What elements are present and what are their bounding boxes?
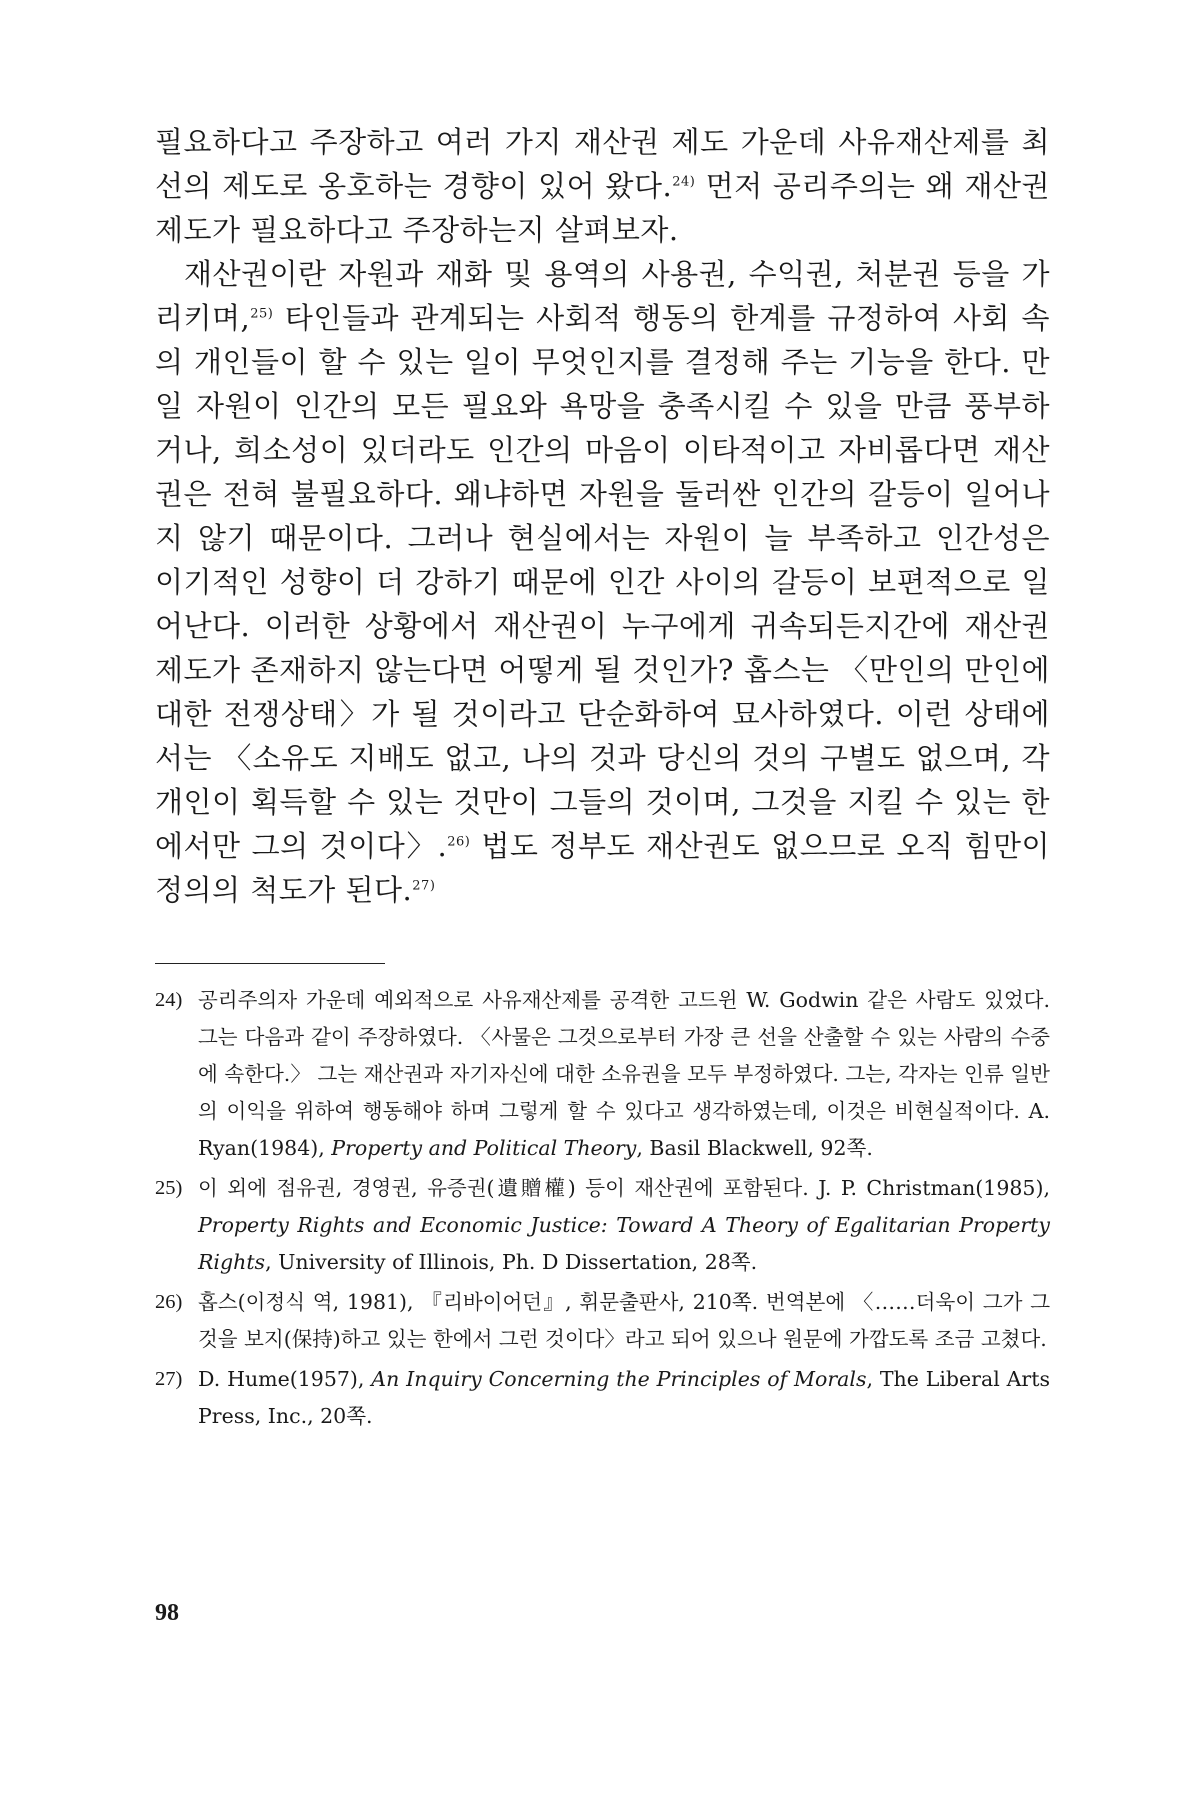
italic-title: An Inquiry Concerning the Principles of Morals <box>371 1367 867 1391</box>
footnote-reference: 25) <box>250 306 274 322</box>
footnote-text <box>198 1361 1050 1435</box>
italic-title: Property and Political Theory <box>331 1136 637 1160</box>
footnote-reference: 26) <box>447 834 471 850</box>
footnote-reference: 27) <box>412 878 436 894</box>
footnote-divider <box>155 963 385 964</box>
footnote-reference: 24) <box>672 174 696 190</box>
text-run: 필요하다고 주장하고 여러 가지 재산권 제도 가운데 사유재산제를 최선의 제도로 옹호하는 경향이 있어 왔다. <box>155 125 1050 203</box>
footnote-text <box>198 982 1050 1167</box>
text-run: , University of Illinois, Ph. D Dissertation, 28쪽. <box>265 1250 758 1274</box>
text-run: 법도 정부도 재산권도 없으므로 오직 힘만이 정의의 척도가 된다. <box>155 829 1050 907</box>
text-run: D. Hume(1957), <box>198 1367 372 1391</box>
footnote-text <box>198 1284 1050 1358</box>
text-run: , The Liberal Arts Press, Inc., 20쪽. <box>198 1367 1050 1428</box>
page-number: 98 <box>155 1600 179 1626</box>
paragraph-2 <box>155 252 1050 912</box>
text-run: 공리주의자 가운데 예외적으로 사유재산제를 공격한 고드윈 W. Godwin 같은 사람도 있었다. 그는 다음과 같이 주장하였다. 〈사물은 그것으로부터 가장 큰 선을 산출할 수 있는 사람의 수중에 속한다.〉 그는 재산권과 자기자신에 대한 소유권을 모두 부정하였다. 그는, 각자는 인류 일반의 이익을 위하여 행동해야 하며 그렇게 할 수 있다고 생각하였는데, 이것은 비현실적이다. A. Ryan(1984), <box>198 988 1050 1160</box>
text-run: 먼저 공리주의는 왜 재산권 제도가 필요하다고 주장하는지 살펴보자. <box>155 169 1050 247</box>
footnote-number: 25) <box>155 1177 183 1199</box>
footnote-number: 24) <box>155 989 183 1011</box>
italic-title: Property Rights and Economic Justice: Toward A Theory of Egalitarian Property Rights <box>198 1213 1050 1274</box>
footnote-number: 27) <box>155 1368 183 1390</box>
footnote-item <box>155 1170 1050 1281</box>
text-run: , Basil Blackwell, 92쪽. <box>636 1136 873 1160</box>
text-run: 재산권이란 자원과 재화 및 용역의 사용권, 수익권, 처분권 등을 가리키며, <box>155 257 1050 335</box>
text-run: 이 외에 점유권, 경영권, 유증권(遺贈權) 등이 재산권에 포함된다. J. P. Christman(1985), <box>198 1176 1050 1200</box>
text-run: 타인들과 관계되는 사회적 행동의 한계를 규정하여 사회 속의 개인들이 할 수 있는 일이 무엇인지를 결정해 주는 기능을 한다. 만일 자원이 인간의 모든 필요와 욕망을 충족시킬 수 있을 만큼 풍부하거나, 희소성이 있더라도 인간의 마음이 이타적이고 자비롭다면 재산권은 전혀 불필요하다. 왜냐하면 자원을 둘러싼 인간의 갈등이 일어나지 않기 때문이다. 그러나 현실에서는 자원이 늘 부족하고 인간성은 이기적인 성향이 더 강하기 때문에 인간 사이의 갈등이 보편적으로 일어난다. 이러한 상황에서 재산권이 누구에게 귀속되든지간에 재산권 제도가 존재하지 않는다면 어떻게 될 것인가? 홉스는 〈만인의 만인에 대한 전쟁상태〉가 될 것이라고 단순화하여 묘사하였다. 이런 상태에서는 〈소유도 지배도 없고, 나의 것과 당신의 것의 구별도 없으며, 각 개인이 획득할 수 있는 것만이 그들의 것이며, 그것을 지킬 수 있는 한에서만 그의 것이다〉. <box>155 301 1050 863</box>
footnote-text <box>198 1170 1050 1281</box>
footnotes <box>155 982 1050 1438</box>
footnote-number: 26) <box>155 1291 183 1313</box>
paragraph-1 <box>155 120 1050 252</box>
text-run: 홉스(이정식 역, 1981), 『리바이어던』, 휘문출판사, 210쪽. 번역본에 〈……더욱이 그가 그것을 보지(保持)하고 있는 한에서 그런 것이다〉라고 되어 있으나 원문에 가깝도록 조금 고쳤다. <box>198 1290 1050 1351</box>
footnote-item <box>155 1361 1050 1435</box>
footnote-item <box>155 1284 1050 1358</box>
footnote-item <box>155 982 1050 1167</box>
body-text <box>155 120 1050 912</box>
